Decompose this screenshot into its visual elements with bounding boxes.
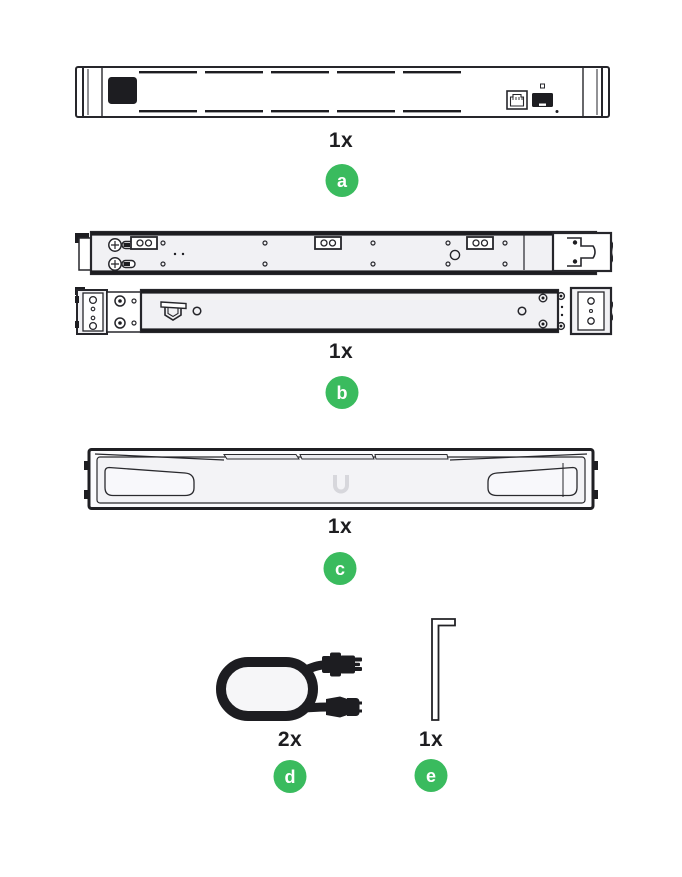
item-b-quantity: 1x	[328, 340, 354, 363]
screw	[556, 110, 559, 113]
item-d-quantity: 2x	[277, 728, 303, 751]
power-inlet	[108, 77, 137, 104]
top-slots	[224, 455, 448, 460]
power-cable-illustration	[214, 644, 364, 730]
hex-key-illustration	[425, 617, 459, 723]
female-connector	[326, 697, 362, 718]
male-connector	[322, 653, 362, 677]
item-e-badge: e	[415, 759, 448, 792]
item-b-badge: b	[326, 376, 359, 409]
rail-bottom	[75, 287, 613, 334]
item-d-badge: d	[274, 760, 307, 793]
rail-top	[75, 232, 613, 274]
faceplate-illustration	[84, 448, 598, 510]
item-c-quantity: 1x	[327, 515, 353, 538]
rack-chassis-rear-illustration	[75, 66, 610, 118]
cable-loop	[221, 662, 313, 716]
item-e-quantity: 1x	[418, 728, 444, 751]
item-c-badge: c	[324, 552, 357, 585]
item-a-quantity: 1x	[328, 129, 354, 152]
item-a-badge: a	[326, 164, 359, 197]
rail-kit-illustration	[75, 230, 613, 338]
ethernet-port	[507, 91, 527, 109]
